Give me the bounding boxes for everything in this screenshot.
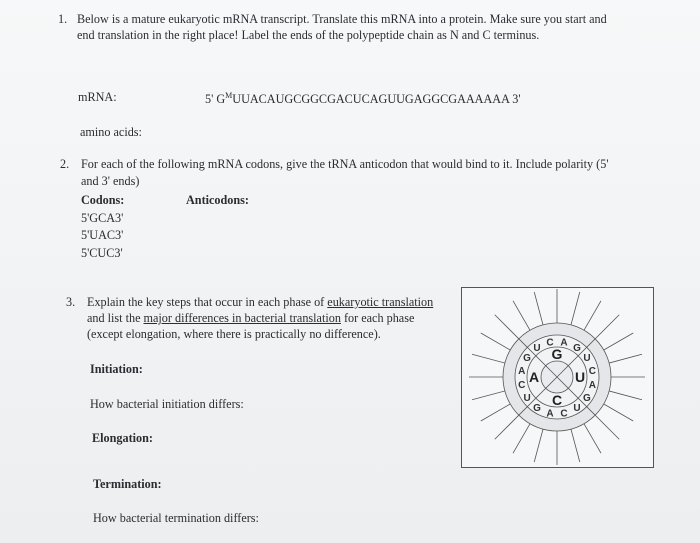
mrna-label: mRNA:: [78, 90, 117, 104]
amino-acids-label: amino acids:: [80, 125, 142, 139]
wheel-inner-base: G: [551, 346, 563, 362]
q1-number: 1.: [58, 12, 68, 26]
wheel-second-base: G: [533, 402, 541, 414]
wheel-second-base: G: [523, 352, 531, 364]
wheel-inner-base: A: [528, 369, 540, 385]
termination-label: Termination:: [93, 477, 162, 491]
q1-text-line1: Below is a mature eukaryotic mRNA transcript. Translate this mRNA into a protein. Make sure you start and: [77, 12, 607, 26]
wheel-inner-base: C: [551, 392, 563, 408]
q2-text-line1: For each of the following mRNA codons, give the tRNA anticodon that would bind to it. Include polarity (5': [81, 157, 609, 171]
wheel-second-base: U: [573, 402, 581, 414]
wheel-second-base: C: [560, 408, 568, 420]
wheel-second-base: A: [546, 408, 554, 420]
elongation-label: Elongation:: [92, 431, 153, 445]
q1-text-line2: end translation in the right place! Label the ends of the polypeptide chain as N and C terminus.: [77, 28, 540, 42]
wheel-second-base: C: [546, 337, 554, 349]
wheel-second-base: A: [588, 380, 596, 392]
wheel-second-base: A: [518, 365, 526, 377]
wheel-second-base: U: [583, 352, 591, 364]
wheel-second-base: U: [533, 343, 541, 355]
wheel-second-base: U: [523, 393, 531, 405]
initiation-diff-label: How bacterial initiation differs:: [90, 397, 244, 411]
wheel-second-base: G: [583, 393, 591, 405]
wheel-second-base: A: [560, 337, 568, 349]
mrna-sequence: 5' $G^MUUACAUGCGGCGACUCAGUUGAGGCGAAAAAA$ 3': [205, 91, 521, 107]
q2-number: 2.: [60, 157, 70, 171]
q2-text-line2: and 3' ends): [81, 174, 140, 188]
codon-3: 5'CUC3': [81, 246, 123, 260]
codon-1: 5'GCA3': [81, 211, 124, 225]
wheel-second-base: C: [588, 365, 596, 377]
termination-diff-label: How bacterial termination differs:: [93, 511, 259, 525]
initiation-label: Initiation:: [90, 362, 143, 376]
codon-2: 5'UAC3': [81, 228, 124, 242]
q3-text-line3: (except elongation, where there is practically no difference).: [87, 327, 381, 341]
codon-wheel-figure: [461, 287, 654, 468]
wheel-second-base: G: [573, 343, 581, 355]
q3-number: 3.: [66, 295, 76, 309]
anticodons-header: Anticodons:: [186, 193, 249, 207]
q3-text-line2: and list the major differences in bacterial translation for each phase: [87, 311, 415, 325]
wheel-second-base: C: [518, 380, 526, 392]
codon-wheel: [462, 288, 653, 467]
wheel-inner-base: U: [574, 369, 586, 385]
q3-text-line1: Explain the key steps that occur in each phase of eukaryotic translation: [87, 295, 434, 309]
codons-header: Codons:: [81, 193, 125, 207]
